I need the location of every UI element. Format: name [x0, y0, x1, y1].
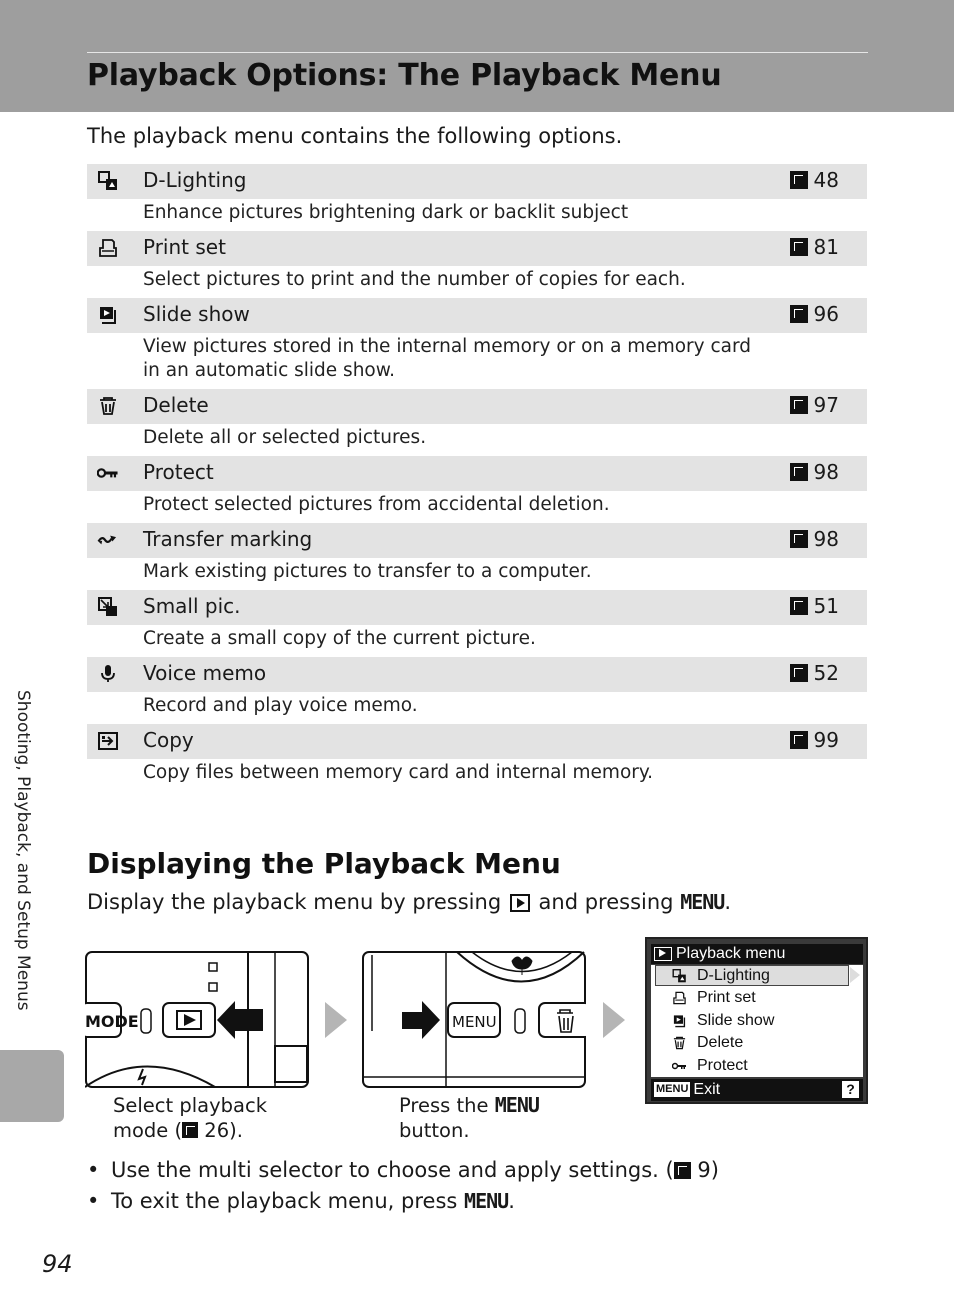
option-row-5 [87, 456, 867, 491]
option-row-6 [87, 523, 867, 558]
option-row-1 [87, 164, 867, 199]
bullet-item-2 [87, 1186, 719, 1217]
microphone-icon [97, 663, 119, 685]
caption-1-suffix: 26). [198, 1119, 243, 1142]
display-instruction [87, 890, 731, 914]
section-title: Displaying the Playback Menu [87, 847, 561, 880]
lcd-exit: Exit [693, 1081, 721, 1098]
option-page: 96 [813, 302, 839, 326]
lcd-menu-item[interactable] [651, 1032, 863, 1054]
d-lighting-icon [671, 968, 687, 984]
option-row-2 [87, 231, 867, 266]
print-icon [671, 990, 687, 1006]
option-name: Delete [143, 393, 209, 417]
bullet-item-1 [87, 1155, 719, 1186]
option-row-3 [87, 298, 867, 333]
option-page: 48 [813, 168, 839, 192]
option-page: 52 [813, 661, 839, 685]
option-description: Delete all or selected pictures. [143, 427, 427, 448]
page-ref-icon [790, 664, 808, 682]
slide-show-icon [97, 304, 119, 326]
bullet-list [87, 1155, 719, 1217]
caption-2-text: Press the [399, 1094, 489, 1117]
lcd-item-label: Protect [697, 1056, 748, 1074]
header-rule [87, 52, 868, 53]
page-header [0, 0, 954, 112]
menu-word: MENU [680, 890, 725, 914]
option-page: 97 [813, 393, 839, 417]
help-icon: ? [842, 1081, 859, 1098]
option-row-7 [87, 590, 867, 625]
playback-button-icon [510, 894, 530, 912]
option-name: Print set [143, 235, 226, 259]
option-row-9 [87, 724, 867, 759]
caption-2-line-1 [399, 1093, 539, 1118]
option-description: Protect selected pictures from accidental deletion. [143, 494, 610, 515]
option-name: Small pic. [143, 594, 241, 618]
trash-icon [97, 395, 119, 417]
lcd-item-label: Delete [697, 1034, 744, 1052]
option-page-ref [790, 393, 839, 417]
option-page-ref [790, 460, 839, 484]
bullet-1-text: Use the multi selector to choose and apply settings. ( [111, 1158, 674, 1182]
page-ref-icon [790, 530, 808, 548]
lcd-title-bar [651, 944, 863, 964]
page-ref-icon [790, 238, 808, 256]
option-description: Create a small copy of the current picture. [143, 628, 536, 649]
instruction-part-a: Display the playback menu by pressing [87, 890, 502, 914]
caption-2-line-2: button. [399, 1119, 470, 1142]
page-ref-icon [790, 597, 808, 615]
caption-step-1 [113, 1093, 267, 1143]
page-ref-icon [790, 305, 808, 323]
option-page: 99 [813, 728, 839, 752]
option-page-ref [790, 728, 839, 752]
key-icon [97, 462, 119, 484]
option-name: Transfer marking [143, 527, 313, 551]
section-tab [0, 1050, 64, 1122]
instruction-end: . [724, 890, 732, 914]
option-page: 81 [813, 235, 839, 259]
option-name: Slide show [143, 302, 250, 326]
option-row-8 [87, 657, 867, 692]
caption-step-2 [399, 1093, 539, 1143]
bullet-2-suffix: . [508, 1189, 515, 1213]
option-page-ref [790, 235, 839, 259]
page-ref-icon [790, 171, 808, 189]
transfer-icon [97, 529, 119, 551]
option-page-ref [790, 168, 839, 192]
menu-button-label: MENU [452, 1013, 497, 1031]
page-number: 94 [42, 1250, 73, 1278]
caption-1-prefix: mode ( [113, 1119, 183, 1142]
small-pic-icon [97, 596, 119, 618]
option-page: 51 [813, 594, 839, 618]
option-page: 98 [813, 527, 839, 551]
lcd-menu-item[interactable] [651, 987, 863, 1009]
lcd-menu-item[interactable] [651, 1010, 863, 1032]
menu-word-bullet: MENU [464, 1189, 509, 1213]
lcd-item-label: Print set [697, 989, 756, 1007]
option-description: Select pictures to print and the number of copies for each. [143, 269, 686, 290]
option-page-ref [790, 661, 839, 685]
step-arrow-1 [325, 1002, 347, 1038]
lcd-footer [651, 1079, 863, 1101]
slide-show-icon [671, 1013, 687, 1029]
option-name: D-Lighting [143, 168, 247, 192]
page-ref-icon [182, 1122, 198, 1138]
lcd-menu-item[interactable] [651, 1055, 863, 1077]
camera-menu-illustration [362, 951, 586, 1088]
page-title: Playback Options: The Playback Menu [87, 58, 722, 93]
option-description: Copy files between memory card and internal memory. [143, 762, 654, 783]
mode-button-label: MODE [85, 1012, 139, 1031]
page-ref-icon [790, 463, 808, 481]
camera-lcd-screen [645, 937, 868, 1104]
option-page-ref [790, 594, 839, 618]
menu-word-caption: MENU [494, 1093, 539, 1117]
lcd-menu-list [651, 965, 863, 1077]
option-row-4 [87, 389, 867, 424]
camera-mode-illustration [85, 951, 309, 1088]
option-description: View pictures stored in the internal memory or on a memory card in an automatic slide show. [143, 336, 752, 381]
key-icon [671, 1058, 687, 1074]
print-icon [97, 237, 119, 259]
option-name: Protect [143, 460, 214, 484]
option-page: 98 [813, 460, 839, 484]
lcd-item-label: D-Lighting [697, 967, 770, 984]
playback-icon [654, 947, 672, 961]
caption-1-line-1: Select playback [113, 1094, 267, 1117]
page-ref-icon [674, 1162, 691, 1179]
trash-icon [671, 1035, 687, 1051]
d-lighting-icon [97, 170, 119, 192]
caption-1-line-2 [113, 1118, 267, 1143]
option-page-ref [790, 527, 839, 551]
page-ref-icon [790, 396, 808, 414]
option-description: Enhance pictures brightening dark or backlit subject [143, 202, 629, 223]
option-name: Voice memo [143, 661, 267, 685]
options-table [87, 164, 867, 791]
lcd-item-label: Slide show [697, 1011, 775, 1029]
intro-text: The playback menu contains the following options. [87, 124, 623, 148]
option-description: Record and play voice memo. [143, 695, 418, 716]
page-ref-icon [790, 731, 808, 749]
lcd-menu-item[interactable] [651, 965, 863, 987]
bullet-2-text: To exit the playback menu, press [111, 1189, 458, 1213]
option-name: Copy [143, 728, 194, 752]
option-description: Mark existing pictures to transfer to a computer. [143, 561, 592, 582]
menu-badge: MENU [656, 1083, 689, 1096]
copy-icon [97, 730, 119, 752]
bullet-1-suffix: 9) [690, 1158, 719, 1182]
sidebar-label: Shooting, Playback, and Setup Menus [13, 690, 33, 1011]
step-arrow-2 [603, 1002, 625, 1038]
option-page-ref [790, 302, 839, 326]
instruction-part-b: and pressing [538, 890, 674, 914]
lcd-title: Playback menu [676, 945, 786, 962]
